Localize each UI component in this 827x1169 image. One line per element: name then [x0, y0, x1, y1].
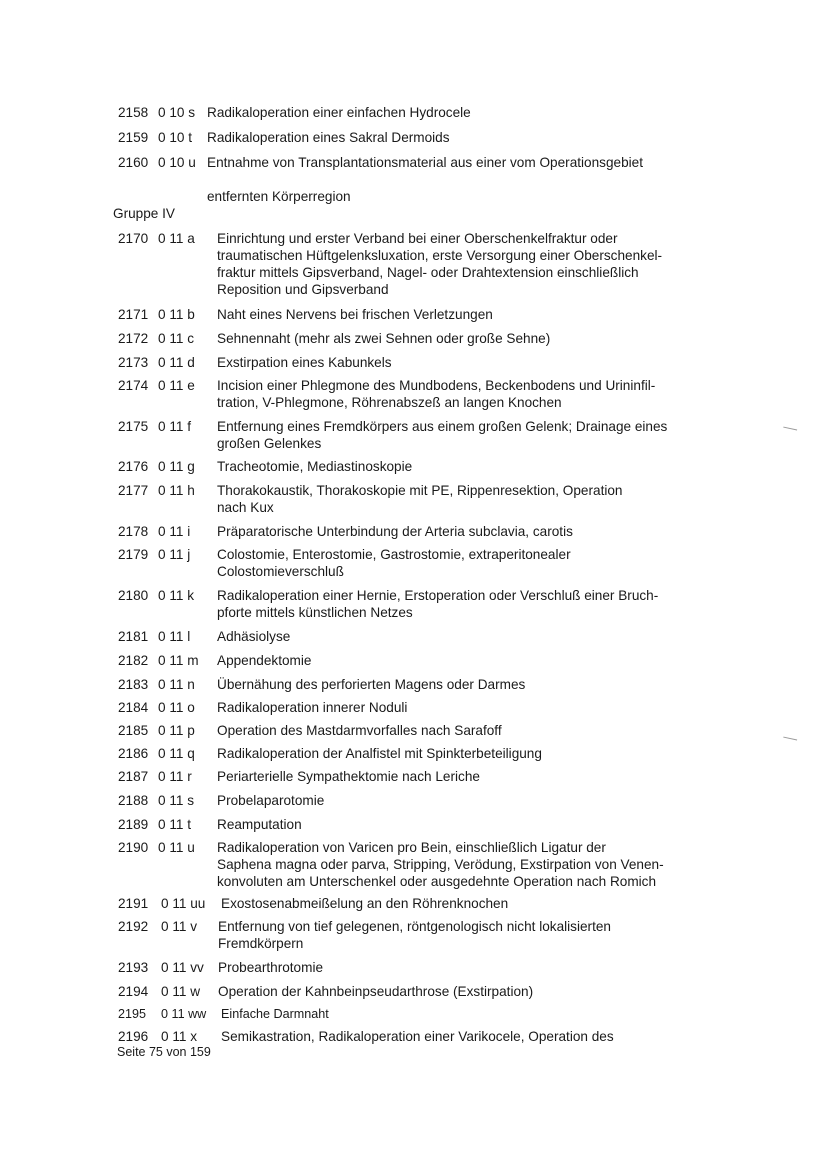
procedure-description: Colostomie, Enterostomie, Gastrostomie, extraperitonealer Colostomieverschluß: [217, 547, 571, 579]
procedure-code: 0 11 vv: [161, 960, 204, 975]
procedure-code: 0 11 v: [161, 919, 198, 934]
procedure-description: Periarterielle Sympathektomie nach Leriche: [217, 769, 480, 784]
procedure-description: Übernähung des perforierten Magens oder Darmes: [217, 677, 526, 692]
procedure-code: 0 11 x: [161, 1029, 198, 1044]
procedure-number: 2173: [118, 355, 149, 370]
procedure-number: 2186: [118, 746, 149, 761]
scan-artifact-mark: [783, 427, 797, 433]
procedure-description: Operation der Kahnbeinpseudarthrose (Exstirpation): [218, 984, 534, 999]
procedure-description: Einfache Darmnaht: [221, 1007, 329, 1021]
procedure-description: Probelaparotomie: [217, 793, 325, 808]
procedure-number: 2187: [118, 769, 149, 784]
procedure-code: 0 11 m: [158, 653, 199, 668]
procedure-number: 2190: [118, 840, 149, 855]
procedure-code: 0 11 w: [161, 984, 201, 999]
procedure-description: Thorakokaustik, Thorakoskopie mit PE, Rippenresektion, Operation nach Kux: [217, 483, 623, 515]
procedure-number: 2192: [118, 919, 149, 934]
procedure-code: 0 11 i: [158, 524, 191, 539]
procedure-code: 0 11 uu: [161, 896, 206, 911]
procedure-number: 2191: [118, 896, 149, 911]
procedure-code: 0 10 t: [158, 130, 193, 145]
procedure-description: Entfernung von tief gelegenen, röntgenologisch nicht lokalisierten Fremdkörpern: [218, 919, 611, 951]
procedure-number: 2183: [118, 677, 149, 692]
procedure-number: 2176: [118, 459, 149, 474]
procedure-description: Radikaloperation eines Sakral Dermoids: [207, 130, 450, 145]
procedure-code: 0 11 f: [158, 419, 192, 434]
procedure-code: 0 11 g: [158, 459, 195, 474]
procedure-number: 2179: [118, 547, 149, 562]
procedure-description: Adhäsiolyse: [217, 629, 291, 644]
procedure-description: Entnahme von Transplantationsmaterial aus einer vom Operationsgebiet entfernten Körperregion: [207, 155, 644, 204]
procedure-description: Reamputation: [217, 817, 302, 832]
procedure-description: Radikaloperation innerer Noduli: [217, 700, 408, 715]
procedure-number: 2185: [118, 723, 149, 738]
procedure-description: Einrichtung und erster Verband bei einer Oberschenkelfraktur oder traumatischen Hüftgelenksluxation, erste Versorgung einer Oberschenkel- fraktur mittels Gipsverband, Nagel- oder Drahtextension einschließlich Reposition und Gipsverband: [217, 231, 663, 297]
procedure-code: 0 11 e: [158, 378, 195, 393]
procedure-number: 2196: [118, 1029, 149, 1044]
procedure-description: Exstirpation eines Kabunkels: [217, 355, 392, 370]
procedure-number: 2182: [118, 653, 149, 668]
procedure-code: 0 11 p: [158, 723, 195, 738]
procedure-number: 2195: [118, 1007, 147, 1021]
procedure-number: 2178: [118, 524, 149, 539]
procedure-number: 2180: [118, 588, 149, 603]
procedure-description: Probearthrotomie: [218, 960, 324, 975]
procedure-code: 0 11 r: [158, 769, 192, 784]
procedure-number: 2172: [118, 331, 149, 346]
procedure-number: 2177: [118, 483, 149, 498]
procedure-number: 2170: [118, 231, 149, 246]
procedure-code: 0 11 h: [158, 483, 195, 498]
procedure-number: 2189: [118, 817, 149, 832]
procedure-number: 2194: [118, 984, 149, 999]
procedure-code: 0 10 s: [158, 105, 196, 120]
procedure-description: Radikaloperation einer einfachen Hydrocele: [207, 105, 471, 120]
procedure-number: 2171: [118, 307, 149, 322]
procedure-code: 0 11 t: [158, 817, 192, 832]
procedure-code: 0 11 o: [158, 700, 195, 715]
procedure-code: 0 11 ww: [161, 1007, 207, 1021]
procedure-description: Appendektomie: [217, 653, 312, 668]
procedure-description: Semikastration, Radikaloperation einer Varikocele, Operation des: [221, 1029, 614, 1044]
procedure-description: Operation des Mastdarmvorfalles nach Sarafoff: [217, 723, 502, 738]
procedure-description: Tracheotomie, Mediastinoskopie: [217, 459, 413, 474]
procedure-description: Sehnennaht (mehr als zwei Sehnen oder große Sehne): [217, 331, 551, 346]
procedure-code: 0 11 a: [158, 231, 195, 246]
procedure-code: 0 11 k: [158, 588, 195, 603]
procedure-number: 2174: [118, 378, 149, 393]
procedure-code: 0 11 n: [158, 677, 195, 692]
procedure-code: 0 11 c: [158, 331, 195, 346]
procedure-code: 0 10 u: [158, 155, 196, 170]
procedure-number: 2158: [118, 105, 149, 120]
procedure-number: 2160: [118, 155, 149, 170]
procedure-description: Radikaloperation einer Hernie, Erstoperation oder Verschluß einer Bruch- pforte mittels künstlichen Netzes: [217, 588, 659, 620]
procedure-code: 0 11 l: [158, 629, 191, 644]
group-heading: Gruppe IV: [113, 206, 175, 221]
procedure-description: Exostosenabmeißelung an den Röhrenknochen: [221, 896, 509, 911]
procedure-number: 2181: [118, 629, 149, 644]
procedure-number: 2193: [118, 960, 149, 975]
scan-artifact-mark: [783, 737, 797, 743]
page-footer: Seite 75 von 159: [117, 1045, 211, 1059]
procedure-code: 0 11 s: [158, 793, 195, 808]
procedure-number: 2188: [118, 793, 149, 808]
procedure-code: 0 11 d: [158, 355, 195, 370]
procedure-code: 0 11 b: [158, 307, 195, 322]
procedure-description: Entfernung eines Fremdkörpers aus einem großen Gelenk; Drainage eines großen Gelenkes: [217, 419, 668, 451]
procedure-number: 2184: [118, 700, 149, 715]
procedure-description: Radikaloperation der Analfistel mit Spinkterbeteiligung: [217, 746, 542, 761]
procedure-description: Incision einer Phlegmone des Mundbodens, Beckenbodens und Urininfil- tration, V-Phlegmone, Röhrenabszeß an langen Knochen: [217, 378, 656, 410]
procedure-number: 2175: [118, 419, 149, 434]
procedure-description: Naht eines Nervens bei frischen Verletzungen: [217, 307, 493, 322]
procedure-description: Radikaloperation von Varicen pro Bein, einschließlich Ligatur der Saphena magna oder parva, Stripping, Verödung, Exstirpation von Venen- konvoluten am Unterschenkel oder ausgedehnte Operation nach Romich: [217, 840, 664, 889]
procedure-code: 0 11 j: [158, 547, 191, 562]
procedure-code: 0 11 q: [158, 746, 195, 761]
procedure-number: 2159: [118, 130, 149, 145]
procedure-description: Präparatorische Unterbindung der Arteria subclavia, carotis: [217, 524, 573, 539]
procedure-code: 0 11 u: [158, 840, 195, 855]
